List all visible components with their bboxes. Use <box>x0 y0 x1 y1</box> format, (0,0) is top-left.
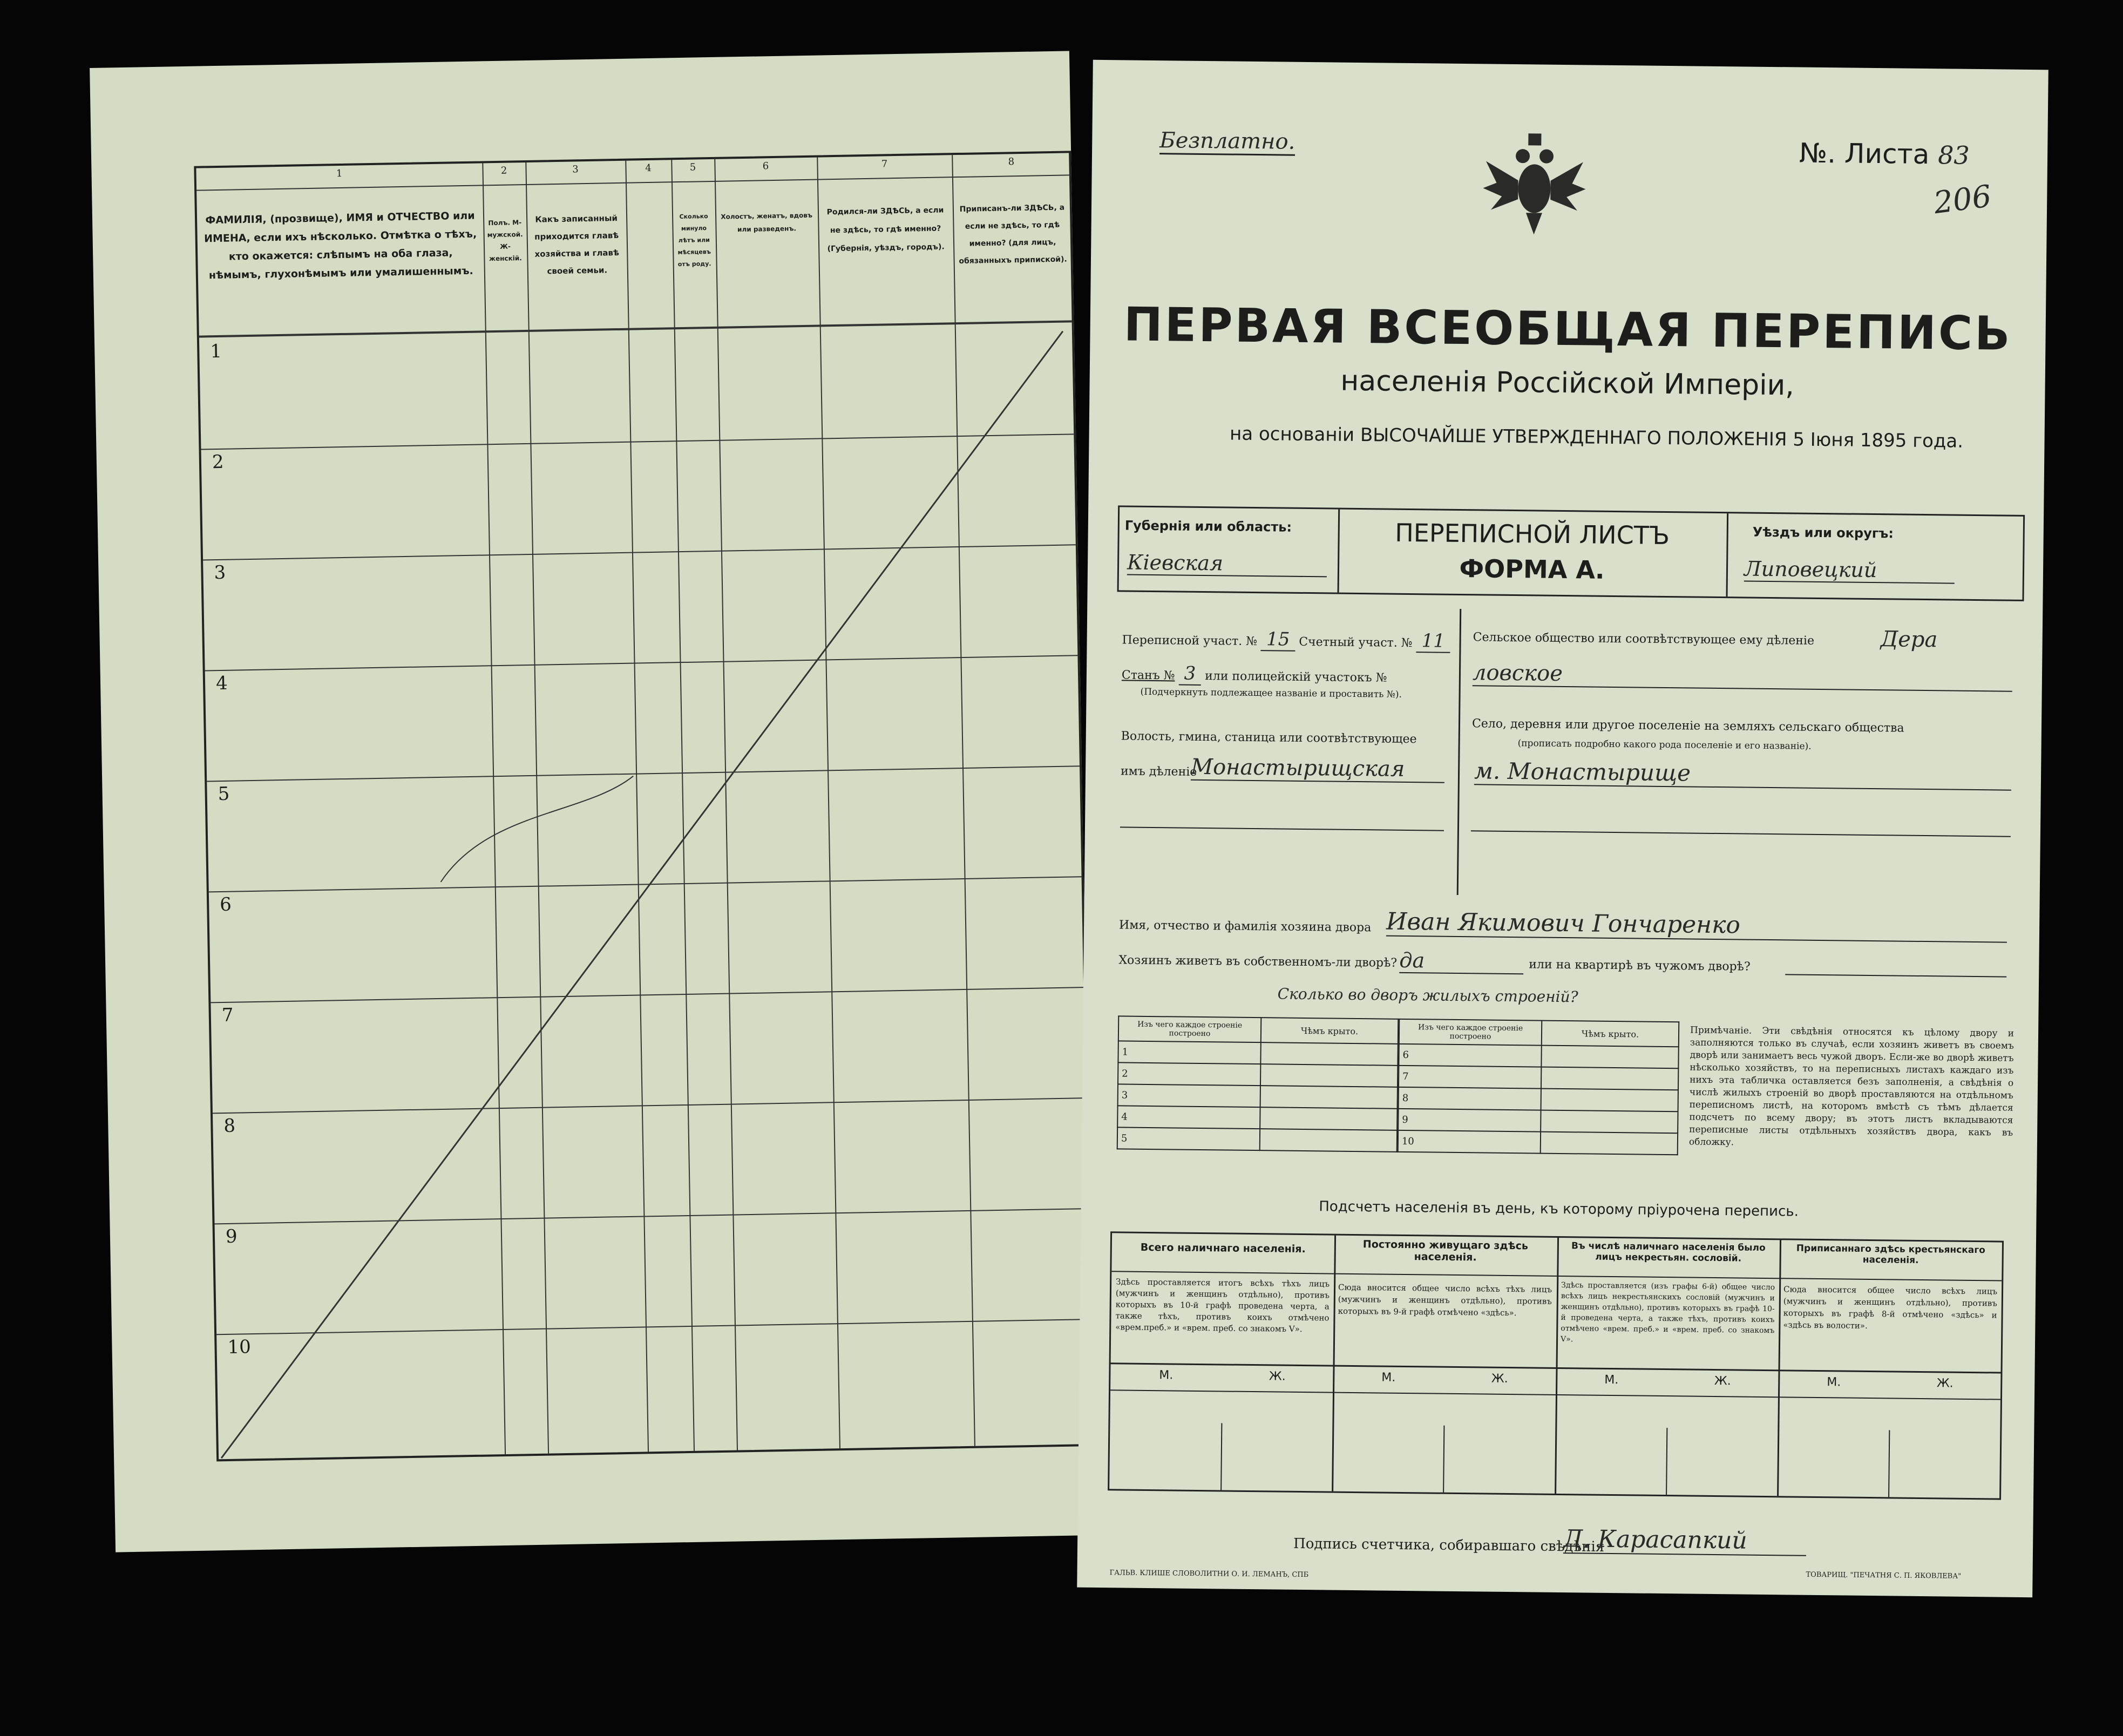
count-note-permanent: Сюда вносится общее число всѣхъ тѣхъ лицъ (мужчинъ и женщинъ отдѣльно), противъ которыхъ въ 9-й графѣ отмѣчено «здѣсь». <box>1338 1282 1552 1318</box>
male-label: М. <box>1381 1371 1396 1385</box>
buildings-table-left <box>1117 1015 1399 1152</box>
male-label: М. <box>1159 1368 1174 1382</box>
count-note-peasant: Сюда вносится общее число всѣхъ лицъ (мужчинъ и женщинъ отдѣльно), противъ которыхъ въ графѣ 8-й отмѣчено «здѣсь» и «здѣсь въ волости». <box>1783 1284 1998 1331</box>
gubernia-value: Кіевская <box>1127 551 1327 578</box>
buildings-table-right <box>1398 1019 1680 1155</box>
selo-label: Село, деревня или другое поселеніе на земляхъ сельскаго общества <box>1471 717 1904 735</box>
sheet-number: 83 <box>1937 140 1970 170</box>
column-number: 2 <box>500 165 507 177</box>
count-header-non-peasant: Въ числѣ наличнаго населенія было лицъ некрестьян. сословій. <box>1571 1240 1766 1264</box>
owner-value: Иван Якимович Гончаренко <box>1386 908 2007 943</box>
column-header-sex: Полъ. М-мужской. Ж-женскій. <box>487 219 523 263</box>
row-number: 5 <box>218 783 230 805</box>
form-subtitle: ФОРМА А. <box>1459 553 1605 585</box>
lives-value: да <box>1399 948 1523 974</box>
male-label: М. <box>1827 1375 1841 1389</box>
census-table <box>194 151 1094 1461</box>
selo-value: м. Монастырище <box>1474 757 2011 790</box>
document-subtitle: населенія Россійской Имперіи, <box>1340 364 1795 402</box>
legal-basis: на основаніи ВЫСОЧАЙШЕ УТВЕРЖДЕННАГО ПОЛОЖЕНІЯ 5 Іюня 1895 года. <box>1229 423 1964 452</box>
row-number: 7 <box>221 1004 234 1027</box>
apartment-label: или на квартирѣ въ чужомъ дворѣ? <box>1529 958 1751 974</box>
count-header-total: Всего наличнаго населенія. <box>1140 1241 1306 1256</box>
obshchestvo-label: Сельское общество или соотвѣтствующее ему дѣленіе <box>1473 630 1815 648</box>
sheet-number-label: №. Листа 83 <box>1799 137 1970 171</box>
count-header-peasant: Приписаннаго здѣсь крестьянскаго населенія. <box>1796 1243 1985 1266</box>
row-number: 6 <box>219 893 232 916</box>
count-subdivider <box>1666 1428 1667 1495</box>
right-page <box>1077 60 2049 1597</box>
signature-label: Подпись счетчика, собиравшаго свѣдѣнія <box>1293 1535 1605 1555</box>
column-number: 6 <box>762 160 769 172</box>
owner-label: Имя, отчество и фамилія хозяина двора <box>1118 918 1372 935</box>
footer-printer-right: ТОВАРИЩ. "ПЕЧАТНЯ С. П. ЯКОВЛЕВА" <box>1806 1570 1962 1581</box>
volost-label: Волость, гмина, станица или соотвѣтствующее <box>1121 729 1417 747</box>
document-title: ПЕРВАЯ ВСЕОБЩАЯ ПЕРЕПИСЬ <box>1123 297 2013 361</box>
free-label: Безплатно. <box>1159 128 1295 156</box>
count-note-non-peasant: Здѣсь проставляется (изъ графы 6-й) общее число всѣхъ лицъ некрестьянскихъ сословій (мужчинъ и женщинъ отдѣльно), противъ которыхъ въ графѣ 10-й проведена черта, а также тѣхъ, противъ коихъ отмѣчено «врем. преб.» и «врем. преб. со знакомъ V». <box>1561 1281 1775 1344</box>
population-count-table <box>1108 1231 2004 1500</box>
obshchestvo-value: Дера <box>1880 627 1938 653</box>
schetny-uchastok-value: 11 <box>1416 630 1450 653</box>
count-note-total: Здѣсь проставляется итогъ всѣхъ тѣхъ лицъ (мужчинъ и женщинъ отдѣльно), противъ которыхъ въ 10-й графѣ проведена черта, а также тѣхъ, противъ коихъ отмѣчено «врем.преб.» и «врем. преб. со знакомъ V». <box>1115 1277 1330 1334</box>
count-subdivider <box>1220 1423 1222 1490</box>
buildings-row-number: 6 <box>1399 1044 1541 1067</box>
blank-line <box>1471 830 2011 837</box>
row-number: 8 <box>223 1115 236 1137</box>
buildings-col-material: Изъ чего каждое строеніе построено <box>1399 1019 1542 1046</box>
diagonal-strike-mark <box>196 153 1096 1463</box>
underline-note: (Подчеркнуть подлежащее названіе и проставить №). <box>1140 686 1402 700</box>
location-header-box <box>1117 505 2025 601</box>
buildings-col-roof: Чѣмъ крыто. <box>1261 1018 1398 1044</box>
female-label: Ж. <box>1714 1374 1731 1388</box>
buildings-row-number: 2 <box>1118 1062 1260 1086</box>
column-header-relation: Какъ записанный приходится главѣ хозяйства и главѣ своей семьи. <box>534 213 620 276</box>
male-label: М. <box>1604 1373 1619 1387</box>
column-number: 3 <box>572 164 579 175</box>
column-number: 8 <box>1008 156 1015 168</box>
lives-label: Хозяинъ живетъ въ собственномъ-ли дворѣ? <box>1118 953 1398 970</box>
buildings-col-material: Изъ чего каждое строеніе построено <box>1118 1016 1261 1042</box>
stan-field: Станъ № 3 или полицейскій участокъ № <box>1121 662 1387 685</box>
count-title: Подсчетъ населенія въ день, къ которому пріурочена перепись. <box>1319 1198 1799 1220</box>
archive-number: 206 <box>1931 179 1993 221</box>
column-number: 1 <box>336 167 343 180</box>
stan-value: 3 <box>1178 663 1201 686</box>
perepisnoy-uchastok-value: 15 <box>1261 628 1295 652</box>
volost-value: Монастырищская <box>1191 755 1444 783</box>
buildings-row-number: 9 <box>1398 1109 1541 1132</box>
row-number: 9 <box>225 1225 238 1247</box>
form-title: ПЕРЕПИСНОЙ ЛИСТЪ <box>1394 518 1670 551</box>
count-header-permanent: Постоянно живущаго здѣсь населенія. <box>1362 1238 1529 1264</box>
gubernia-label: Губернія или область: <box>1124 518 1292 535</box>
section-divider <box>1457 609 1462 895</box>
buildings-label: Сколько во дворъ жилыхъ строеній? <box>1277 985 1578 1006</box>
volost-label-2: имъ дѣленіе <box>1120 764 1197 779</box>
row-number: 2 <box>212 451 224 473</box>
perepisnoy-uchastok: Переписной участ. № 15 Счетный участ. № 11 <box>1122 627 1450 652</box>
buildings-row-number: 8 <box>1399 1087 1541 1110</box>
signature-value: Д. Карасапкий <box>1563 1525 1807 1556</box>
buildings-row-number: 5 <box>1117 1127 1260 1150</box>
buildings-note: Примѣчаніе. Эти свѣдѣнія относятся къ цѣлому двору и заполняются только въ случаѣ, если хозяинъ живетъ въ своемъ дворѣ или занимаетъ весь чужой дворъ. Если-же во дворѣ живетъ нѣсколько хозяйствъ, то на переписныхъ листахъ каждаго изъ нихъ эта табличка оставляется безъ заполненія, а свѣдѣнія о числѣ жилыхъ строеній во дворѣ проставляются на отдѣльномъ переписномъ листѣ, на которомъ вмѣстѣ съ тѣмъ дѣлается подсчетъ по всему двору; въ этотъ листъ вкладываются переписные листы отдѣльныхъ хозяйствъ двора, какъ въ обложку. <box>1688 1025 2015 1148</box>
left-page <box>90 51 1095 1552</box>
female-label: Ж. <box>1491 1372 1508 1386</box>
row-number: 1 <box>209 340 222 363</box>
column-header-birthplace: Родился-ли ЗДѢСЬ, а если не здѣсь, то гдѣ именно? (Губернія, уѣздъ, городъ). <box>826 206 945 254</box>
column-header-marital-text: Холостъ, женатъ, вдовъ или разведенъ. <box>721 211 813 234</box>
buildings-col-roof: Чѣмъ крыто. <box>1542 1021 1679 1047</box>
column-header-age: Сколько минуло лѣтъ или мѣсяцевъ отъ роду. <box>677 213 711 268</box>
female-label: Ж. <box>1269 1369 1286 1384</box>
count-subdivider <box>1888 1430 1890 1497</box>
selo-note: (прописать подробно какого рода поселеніе и его названіе). <box>1517 738 1812 752</box>
uezd-label: Уѣздъ или округъ: <box>1752 524 1894 541</box>
row-number: 10 <box>227 1336 252 1358</box>
column-header-name: ФАМИЛІЯ, (прозвище), ИМЯ и ОТЧЕСТВО или ИМЕНА, если ихъ нѣсколько. Отмѣтка о тѣхъ, кто окажется: слѣпымъ на оба глаза, нѣмымъ, глухонѣмымъ или умалишеннымъ. <box>204 209 477 282</box>
column-number: 5 <box>689 161 696 173</box>
blank-line <box>1785 974 2006 977</box>
footer-printer-left: ГАЛЬВ. КЛИШЕ СЛОВОЛИТНИ О. И. ЛЕМАНЪ, СПБ <box>1109 1569 1309 1579</box>
buildings-row-number: 4 <box>1117 1106 1260 1129</box>
uezd-cell <box>1726 513 2025 600</box>
buildings-row-number: 3 <box>1118 1084 1260 1107</box>
gubernia-cell <box>1119 507 1340 592</box>
column-number: 4 <box>645 162 652 174</box>
female-label: Ж. <box>1936 1376 1954 1391</box>
blank-line <box>1120 826 1444 831</box>
row-number: 4 <box>215 672 228 695</box>
buildings-row-number: 7 <box>1399 1066 1541 1089</box>
obshchestvo-value-2: ловское <box>1473 660 2012 691</box>
count-subdivider <box>1443 1426 1444 1493</box>
buildings-row-number: 10 <box>1398 1130 1541 1154</box>
imperial-eagle-emblem <box>1480 128 1589 238</box>
column-header-registered: Приписанъ-ли ЗДѢСЬ, а если не здѣсь, то гдѣ именно? (для лицъ, обязанныхъ припиской). <box>959 203 1067 266</box>
column-number: 7 <box>881 158 888 170</box>
row-number: 3 <box>214 561 226 584</box>
buildings-row-number: 1 <box>1118 1041 1260 1064</box>
uezd-value: Липовецкий <box>1744 557 1955 584</box>
